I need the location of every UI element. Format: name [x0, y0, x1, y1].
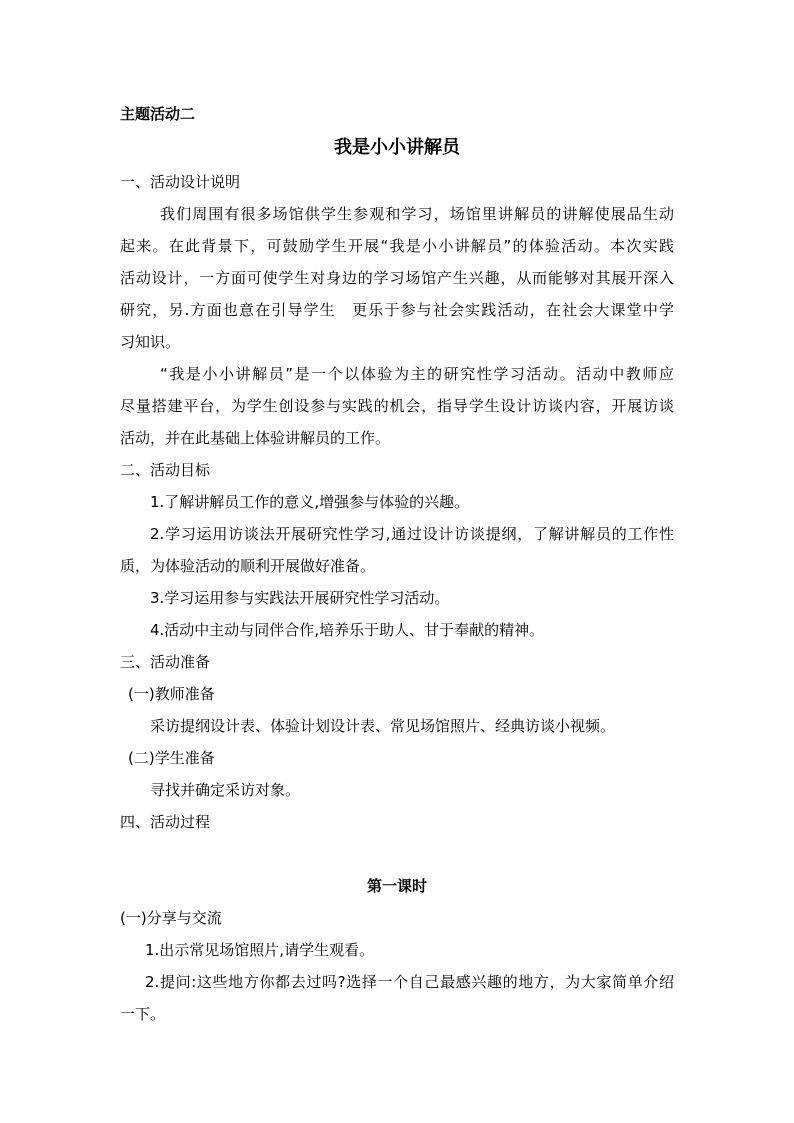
- teacher-preparation-text: 采访提纲设计表、体验计划设计表、常见场馆照片、经典访谈小视频。: [150, 717, 616, 735]
- paragraph-line: 习知识。: [120, 333, 181, 351]
- goal-item: 2.学习运用访谈法开展研究性学习,通过设计访谈提纲，了解讲解员的工作性: [150, 525, 674, 543]
- goal-item: 1.了解讲解员工作的意义,增强参与体验的兴趣。: [150, 493, 470, 511]
- step-item: 2.提问:这些地方你都去过吗?选择一个自己最感兴趣的地方，为大家简单介绍: [145, 973, 674, 991]
- paragraph-line: 尽量搭建平台，为学生创设参与实践的机会，指导学生设计访谈内容，开展访谈: [120, 397, 674, 415]
- paragraph-line: 起来。在此背景下，可鼓励学生开展“我是小小讲解员”的体验活动。本次实践: [120, 237, 674, 255]
- step-item: 1.出示常见场馆照片,请学生观看。: [145, 941, 375, 959]
- subheading-share: (一)分享与交流: [120, 909, 222, 927]
- section-heading-goals: 二、活动目标: [120, 461, 211, 479]
- section-heading-design: 一、活动设计说明: [120, 173, 241, 191]
- goal-item: 3.学习运用参与实践法开展研究性学习活动。: [150, 589, 450, 607]
- step-item-continued: 一下。: [120, 1005, 166, 1023]
- paragraph-line: “我是小小讲解员”是一个以体验为主的研究性学习活动。活动中教师应: [160, 365, 674, 383]
- subheading-student: (二)学生准备: [128, 749, 215, 767]
- lesson-heading: 第一课时: [366, 877, 427, 895]
- document-title: 我是小小讲解员: [334, 137, 460, 158]
- goal-item: 4.活动中主动与同伴合作,培养乐于助人、甘于奉献的精神。: [150, 621, 545, 639]
- paragraph-line: 研究，另.方面也意在引导学生 更乐于参与社会实践活动，在社会大课堂中学: [120, 301, 674, 319]
- student-preparation-text: 寻找并确定采访对象。: [150, 781, 301, 799]
- paragraph-line: 活动设计，一方面可使学生对身边的学习场馆产生兴趣，从而能够对其展开深入: [120, 269, 674, 287]
- paragraph-line: 活动，并在此基础上体验讲解员的工作。: [120, 429, 391, 447]
- section-heading-process: 四、活动过程: [120, 813, 211, 831]
- section-heading-preparation: 三、活动准备: [120, 653, 211, 671]
- topic-label: 主题活动二: [120, 105, 196, 123]
- subheading-teacher: (一)教师准备: [128, 685, 215, 703]
- paragraph-line: 我们周围有很多场馆供学生参观和学习，场馆里讲解员的讲解使展品生动: [160, 205, 674, 223]
- goal-item-continued: 质，为体验活动的顺利开展做好准备。: [120, 557, 376, 575]
